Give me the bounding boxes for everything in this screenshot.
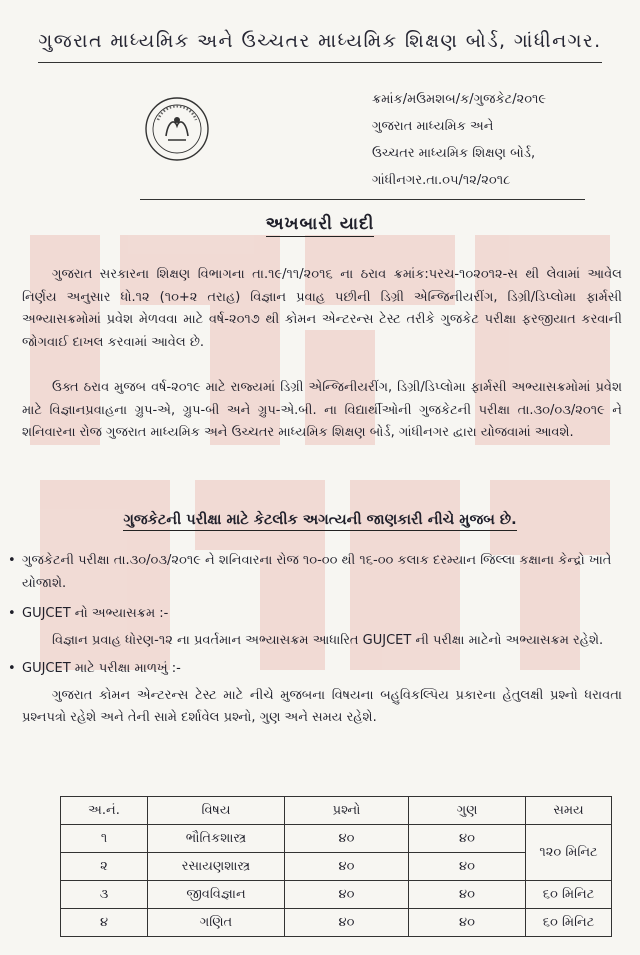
table-header-cell: અ.નં. [61,797,148,825]
table-cell: ૪૦ [409,853,526,881]
bullet-exam-structure [8,658,622,681]
info-subheading [0,512,640,528]
bullet-exam-structure-text: ગુજરાત કોમન એન્ટરન્સ ટેસ્ટ માટે નીચે મુજબના વિષયના બહુવિકલ્પિય પ્રકારના હેતુલક્ષી પ્રશ્નો ધરાવતા પ્રશ્નપત્રો રહેશે અને તેની સામે દર્શાવેલ પ્રશ્નો, ગુણ અને સમય રહેશે. [22,687,622,725]
reference-block [372,86,546,194]
table-row [61,881,612,909]
address-line-2: ઉચ્ચતર માધ્યમિક શિક્ષણ બોર્ડ, [372,146,536,161]
table-cell: ૨ [61,853,148,881]
paragraph-1: ગુજરાત સરકારના શિક્ષણ વિભાગના તા.૧૯/૧૧/૨૦૧૬ ના ઠરાવ ક્રમાંક:પરચ-૧૦૨૦૧૨-સ થી લેવામાં આવેલ નિર્ણય અનુસાર ધો.૧૨ (૧૦+૨ તરાહ) વિજ્ઞાન પ્રવાહ પછીની ડિગ્રી એન્જિનીયરીંગ, ડિગ્રી/ડિપ્લોમા ફાર્મસી અભ્યાસક્રમોમાં પ્રવેશ મેળવવા માટે વર્ષ-૨૦૧૭ થી કોમન એન્ટરન્સ ટેસ્ટ તરીકે ગુજકેટ પરીક્ષા ફરજીયાત કરવાની જોગવાઈ દાખલ કરવામાં આવેલ છે. [22,267,622,350]
table-cell: જીવવિજ્ઞાન [148,881,285,909]
table-header-cell: સમય [526,797,612,825]
paragraph-2: ઉક્ત ઠરાવ મુજબ વર્ષ-૨૦૧૯ માટે રાજ્યમાં ડિગ્રી એન્જિનીયરીંગ, ડિગ્રી/ડિપ્લોમા ફાર્મસી અભ્યાસક્રમોમાં પ્રવેશ માટે વિજ્ઞાનપ્રવાહના ગ્રુપ-એ, ગ્રુપ-બી અને ગ્રુપ-એ.બી. ના વિદ્યાર્થીઓની ગુજકેટની પરીક્ષા તા.૩૦/૦૩/૨૦૧૯ ને શનિવારના રોજ ગુજરાત માધ્યમિક અને ઉચ્ચતર માધ્યમિક શિક્ષણ બોર્ડ, ગાંધીનગર દ્વારા યોજવામાં આવશે. [22,380,622,440]
table-header-row [61,797,612,825]
board-title: ગુજરાત માધ્યમિક અને ઉચ્ચતર માધ્યમિક શિક્ષણ બોર્ડ, ગાંધીનગર. [38,30,602,52]
table-cell: ૪૦ [285,825,409,853]
table-cell: ૩ [61,881,148,909]
bullet-exam-structure-label: GUJCET માટે પરીક્ષા માળખું :- [22,661,181,676]
table-cell: ભૌતિકશાસ્ત્ર [148,825,285,853]
bullet-syllabus-label: GUJCET નો અભ્યાસક્રમ :- [22,606,169,621]
table-cell: ૪૦ [409,881,526,909]
bullet-exam-date [8,550,622,595]
address-line-1: ગુજરાત માધ્યમિક અને [372,119,494,134]
section-divider [140,199,585,200]
board-seal-icon [144,96,210,162]
table-cell-merged-time: ૧૨૦ મિનિટ [526,825,612,881]
press-release-heading-text: અખબારી યાદી [266,214,375,237]
bullet-syllabus [8,603,622,626]
bullet-dot: • [8,606,16,621]
reference-number: ક્રમાંક/મઉમશબ/ક/ગુજકેટ/૨૦૧૯ [372,92,547,107]
table-cell: ગણિત [148,909,285,937]
table-cell: ૪૦ [409,909,526,937]
header-divider [38,62,602,63]
table-cell: રસાયણશાસ્ત્ર [148,853,285,881]
place-date: ગાંધીનગર.તા.૦૫/૧૨/૨૦૧૮ [372,173,511,188]
table-cell: ૪૦ [409,825,526,853]
table-cell: ૪ [61,909,148,937]
table-cell: ૪૦ [285,909,409,937]
info-bullet-list [8,550,622,730]
info-subheading-text: ગુજકેટની પરીક્ષા માટે કેટલીક અગત્યની જાણકારી નીચે મુજબ છે. [123,512,516,531]
table-header-cell: ગુણ [409,797,526,825]
table-row [61,825,612,853]
table-header-cell: વિષય [148,797,285,825]
table-cell: ૪૦ [285,853,409,881]
bullet-dot: • [8,661,16,676]
table-row [61,909,612,937]
bullet-syllabus-text: વિજ્ઞાન પ્રવાહ ધોરણ-૧૨ ના પ્રવર્તમાન અભ્યાસક્રમ આધારિત GUJCET ની પરીક્ષા માટેનો અભ્યાસક્રમ રહેશે. [52,632,604,648]
table-cell: ૬૦ મિનિટ [526,881,612,909]
table-header-cell: પ્રશ્નો [285,797,409,825]
bullet-exam-date-text: ગુજકેટની પરીક્ષા તા.૩૦/૦૩/૨૦૧૯ ને શનિવારના રોજ ૧૦-૦૦ થી ૧૬-૦૦ કલાક દરમ્યાન જિલ્લા કક્ષાના કેન્દ્રો ખાતે યોજાશે. [22,553,612,591]
bullet-dot: • [8,553,16,568]
press-release-heading [0,214,640,234]
table-cell: ૧ [61,825,148,853]
table-cell: ૪૦ [285,881,409,909]
exam-structure-table [60,796,612,937]
table-cell: ૬૦ મિનિટ [526,909,612,937]
